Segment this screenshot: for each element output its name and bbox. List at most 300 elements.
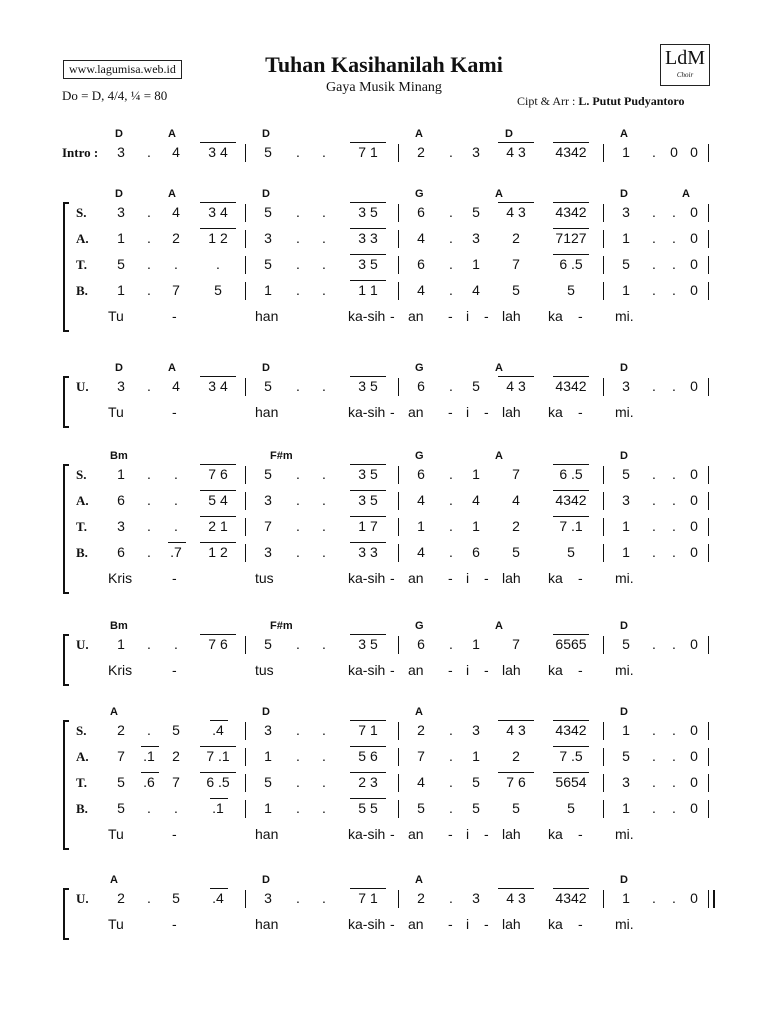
note: 1 <box>622 800 630 816</box>
beam-line <box>350 490 386 491</box>
note: . <box>449 204 453 220</box>
note: 1 <box>622 282 630 298</box>
note: 2 <box>512 518 520 534</box>
note: . <box>174 800 178 816</box>
note: 7 <box>512 636 520 652</box>
barline <box>708 204 709 222</box>
note: . <box>296 890 300 906</box>
chord-symbol: D <box>620 188 628 200</box>
note: 0 <box>690 282 698 298</box>
lyric-syllable: - <box>484 308 489 324</box>
barline <box>245 256 246 274</box>
lyric-syllable: - <box>172 570 177 586</box>
lyric-syllable: ka <box>548 570 563 586</box>
note: . <box>322 204 326 220</box>
note: . <box>296 492 300 508</box>
note: 3 4 <box>208 378 228 394</box>
note: 7 1 <box>358 722 378 738</box>
beam-line <box>350 202 386 203</box>
beam-line <box>350 746 386 747</box>
voice-label: U. <box>76 637 89 652</box>
note: . <box>652 722 656 738</box>
note: 1 2 <box>208 544 228 560</box>
note: . <box>672 722 676 738</box>
voice-label: A. <box>76 749 89 764</box>
barline <box>603 492 604 510</box>
note: . <box>174 466 178 482</box>
chord-symbol: G <box>415 188 424 200</box>
beam-line <box>553 516 589 517</box>
note: . <box>449 230 453 246</box>
barline <box>398 282 399 300</box>
beam-line <box>350 464 386 465</box>
note: 3 <box>117 204 125 220</box>
note: . <box>296 256 300 272</box>
note: 1 <box>264 800 272 816</box>
note: 4342 <box>555 144 587 160</box>
barline <box>708 466 709 484</box>
voice-label: U. <box>76 379 89 394</box>
note: 3 5 <box>358 256 378 272</box>
note: 3 5 <box>358 204 378 220</box>
lyric-syllable: - <box>448 826 453 842</box>
note: 3 <box>622 492 630 508</box>
lyric-syllable: - <box>390 308 395 324</box>
voice-label: U. <box>76 891 89 906</box>
note: .6 <box>143 774 155 790</box>
beam-line <box>553 254 589 255</box>
lyric-syllable: - <box>578 826 583 842</box>
note: . <box>449 800 453 816</box>
final-barline <box>708 890 715 908</box>
beam-line <box>350 142 386 143</box>
barline <box>398 800 399 818</box>
note: 1 <box>117 282 125 298</box>
note: . <box>449 544 453 560</box>
chord-symbol: Bm <box>110 450 128 462</box>
note: . <box>296 378 300 394</box>
note: . <box>672 466 676 482</box>
barline <box>708 144 709 162</box>
note: 0 <box>690 204 698 220</box>
note: . <box>449 144 453 160</box>
note: 3 <box>622 204 630 220</box>
lyric-syllable: - <box>578 308 583 324</box>
note: 1 <box>472 748 480 764</box>
note: . <box>672 890 676 906</box>
note: . <box>322 282 326 298</box>
barline <box>708 774 709 792</box>
note: . <box>322 144 326 160</box>
note: .1 <box>143 748 155 764</box>
note: 5 <box>567 544 575 560</box>
beam-line <box>498 888 534 889</box>
note: 4342 <box>555 492 587 508</box>
note: 4 <box>472 492 480 508</box>
voice-label: B. <box>76 801 88 816</box>
lyric-syllable: lah <box>502 570 521 586</box>
note: . <box>296 204 300 220</box>
lyric-syllable: i <box>466 826 470 842</box>
lyric-syllable: Kris <box>108 662 133 678</box>
lyric-syllable: an <box>408 916 424 932</box>
lyric-syllable: mi. <box>615 916 634 932</box>
chord-symbol: D <box>262 706 270 718</box>
barline <box>603 144 604 162</box>
barline <box>708 748 709 766</box>
note: 7 6 <box>208 466 228 482</box>
lyric-syllable: lah <box>502 308 521 324</box>
barline <box>398 466 399 484</box>
note: 4342 <box>555 722 587 738</box>
note: 5 <box>622 748 630 764</box>
chord-symbol: A <box>620 128 628 140</box>
lyric-syllable: - <box>484 916 489 932</box>
note: . <box>322 890 326 906</box>
note: . <box>652 636 656 652</box>
note: . <box>449 518 453 534</box>
logo-subtext: Choir <box>676 71 694 79</box>
note: . <box>174 636 178 652</box>
lyric-syllable: i <box>466 570 470 586</box>
note: 3 4 <box>208 144 228 160</box>
note: 4342 <box>555 378 587 394</box>
barline <box>245 518 246 536</box>
note: . <box>449 282 453 298</box>
beam-line <box>200 464 236 465</box>
note: 7 <box>117 748 125 764</box>
note: . <box>652 144 656 160</box>
note: 5 <box>264 256 272 272</box>
beam-line <box>553 142 589 143</box>
note: . <box>672 256 676 272</box>
lyric-syllable: Tu <box>108 826 124 842</box>
note: 4 <box>172 378 180 394</box>
beam-line <box>553 888 589 889</box>
lyric-syllable: tus <box>255 662 274 678</box>
note: . <box>652 800 656 816</box>
note: 5 <box>472 378 480 394</box>
note: 3 <box>472 144 480 160</box>
note: 3 <box>264 722 272 738</box>
composer-label: Cipt & Arr : <box>517 94 579 108</box>
note: 5 4 <box>208 492 228 508</box>
note: 3 5 <box>358 466 378 482</box>
note: 1 <box>117 466 125 482</box>
lyric-syllable: Tu <box>108 404 124 420</box>
barline <box>245 282 246 300</box>
chord-symbol: A <box>495 188 503 200</box>
note: . <box>147 492 151 508</box>
chord-symbol: A <box>168 362 176 374</box>
barline <box>245 378 246 396</box>
lyric-syllable: - <box>172 826 177 842</box>
lyric-syllable: ka-sih <box>348 308 386 324</box>
barline <box>398 636 399 654</box>
note: . <box>652 518 656 534</box>
lyric-syllable: Kris <box>108 570 133 586</box>
note: 7 <box>172 282 180 298</box>
note: . <box>672 378 676 394</box>
note: 1 <box>264 748 272 764</box>
chord-symbol: D <box>115 128 123 140</box>
note: 5 <box>117 800 125 816</box>
note: . <box>672 204 676 220</box>
beam-line <box>350 376 386 377</box>
note: . <box>652 378 656 394</box>
note: 4 <box>472 282 480 298</box>
lyric-syllable: - <box>484 662 489 678</box>
lyric-syllable: - <box>484 826 489 842</box>
lyric-syllable: - <box>484 570 489 586</box>
note: 3 <box>472 230 480 246</box>
note: 0 <box>690 144 698 160</box>
lyric-syllable: - <box>172 662 177 678</box>
note: 0 <box>690 230 698 246</box>
beam-line <box>141 772 159 773</box>
chord-symbol: D <box>620 362 628 374</box>
lyric-syllable: mi. <box>615 404 634 420</box>
barline <box>245 144 246 162</box>
note: 5654 <box>555 774 587 790</box>
voice-label: A. <box>76 231 89 246</box>
barline <box>603 544 604 562</box>
composer-credit <box>517 94 684 109</box>
song-title: Tuhan Kasihanilah Kami <box>265 52 503 77</box>
note: 7 1 <box>358 890 378 906</box>
note: 0 <box>690 890 698 906</box>
note: 0 <box>690 544 698 560</box>
chord-symbol: D <box>620 450 628 462</box>
voice-label: T. <box>76 257 87 272</box>
lyric-syllable: ka-sih <box>348 662 386 678</box>
note: 1 <box>264 282 272 298</box>
note: 1 <box>622 230 630 246</box>
voice-label: S. <box>76 205 87 220</box>
beam-line <box>498 202 534 203</box>
beam-line <box>350 516 386 517</box>
barline <box>245 466 246 484</box>
note: 4 <box>417 492 425 508</box>
beam-line <box>141 746 159 747</box>
barline <box>398 774 399 792</box>
barline <box>398 256 399 274</box>
note: 5 <box>214 282 222 298</box>
note: . <box>322 800 326 816</box>
note: 6 <box>117 492 125 508</box>
note: 3 5 <box>358 378 378 394</box>
note: 2 <box>417 722 425 738</box>
song-subtitle: Gaya Musik Minang <box>326 80 442 95</box>
barline <box>245 748 246 766</box>
note: 5 <box>264 466 272 482</box>
note: . <box>296 466 300 482</box>
voice-label: B. <box>76 545 88 560</box>
beam-line <box>200 542 236 543</box>
lyric-syllable: - <box>390 826 395 842</box>
note: . <box>322 774 326 790</box>
lyric-syllable: - <box>578 662 583 678</box>
note: . <box>449 466 453 482</box>
barline <box>245 230 246 248</box>
note: 3 <box>264 492 272 508</box>
voice-label: Intro : <box>62 145 99 160</box>
note: . <box>296 282 300 298</box>
barline <box>708 518 709 536</box>
note: 7 <box>512 256 520 272</box>
voice-label: T. <box>76 775 87 790</box>
beam-line <box>553 376 589 377</box>
note: 6 .5 <box>559 466 583 482</box>
system-brace <box>63 720 69 850</box>
note: . <box>322 518 326 534</box>
note: 0 <box>670 144 678 160</box>
note: . <box>652 890 656 906</box>
note: 5 <box>567 800 575 816</box>
note: 2 <box>117 890 125 906</box>
note: 2 3 <box>358 774 378 790</box>
note: . <box>147 800 151 816</box>
note: 5 <box>117 774 125 790</box>
note: . <box>322 466 326 482</box>
voice-label: S. <box>76 723 87 738</box>
beam-line <box>350 720 386 721</box>
barline <box>398 230 399 248</box>
note: 5 6 <box>358 748 378 764</box>
note: 0 <box>690 256 698 272</box>
barline <box>603 890 604 908</box>
lyric-syllable: an <box>408 570 424 586</box>
note: . <box>296 636 300 652</box>
note: 1 <box>417 518 425 534</box>
note: 4 3 <box>506 890 526 906</box>
lyric-syllable: an <box>408 404 424 420</box>
lyric-syllable: - <box>390 662 395 678</box>
note: 0 <box>690 748 698 764</box>
beam-line <box>553 490 589 491</box>
barline <box>245 492 246 510</box>
note: 0 <box>690 492 698 508</box>
note: . <box>672 544 676 560</box>
barline <box>708 722 709 740</box>
note: . <box>449 722 453 738</box>
note: 4 <box>512 492 520 508</box>
system-brace <box>63 376 69 428</box>
note: 4 3 <box>506 378 526 394</box>
note: 0 <box>690 722 698 738</box>
note: 5 <box>264 636 272 652</box>
note: . <box>652 204 656 220</box>
note: 6 <box>417 256 425 272</box>
barline <box>398 544 399 562</box>
note: 5 <box>622 636 630 652</box>
lyric-syllable: Tu <box>108 916 124 932</box>
barline <box>603 230 604 248</box>
chord-symbol: A <box>415 706 423 718</box>
chord-symbol: F#m <box>270 450 293 462</box>
barline <box>603 204 604 222</box>
note: 5 <box>264 774 272 790</box>
note: 6 <box>417 378 425 394</box>
lyric-syllable: tus <box>255 570 274 586</box>
note: . <box>147 230 151 246</box>
lyric-syllable: i <box>466 308 470 324</box>
beam-line <box>200 746 236 747</box>
note: 2 <box>417 890 425 906</box>
note: 5 <box>264 144 272 160</box>
chord-symbol: A <box>682 188 690 200</box>
chord-symbol: G <box>415 620 424 632</box>
note: . <box>672 492 676 508</box>
chord-symbol: A <box>415 874 423 886</box>
note: 3 <box>264 544 272 560</box>
note: . <box>672 230 676 246</box>
note: . <box>296 144 300 160</box>
barline <box>708 636 709 654</box>
chord-symbol: A <box>495 362 503 374</box>
voice-label: T. <box>76 519 87 534</box>
beam-line <box>350 280 386 281</box>
note: .1 <box>212 800 224 816</box>
beam-line <box>350 888 386 889</box>
chord-symbol: Bm <box>110 620 128 632</box>
note: 1 <box>472 466 480 482</box>
note: 3 5 <box>358 492 378 508</box>
note: 3 <box>472 722 480 738</box>
note: . <box>449 636 453 652</box>
lyric-syllable: mi. <box>615 308 634 324</box>
barline <box>708 230 709 248</box>
barline <box>245 774 246 792</box>
lyric-syllable: - <box>448 308 453 324</box>
note: 2 <box>417 144 425 160</box>
note: 7127 <box>555 230 587 246</box>
lyric-syllable: lah <box>502 662 521 678</box>
lyric-syllable: - <box>484 404 489 420</box>
note: . <box>652 256 656 272</box>
chord-symbol: D <box>505 128 513 140</box>
barline <box>708 256 709 274</box>
note: . <box>322 378 326 394</box>
chord-symbol: G <box>415 450 424 462</box>
chord-symbol: D <box>115 362 123 374</box>
note: 3 <box>622 774 630 790</box>
barline <box>603 378 604 396</box>
note: 1 <box>117 636 125 652</box>
lyric-syllable: an <box>408 826 424 842</box>
note: . <box>147 204 151 220</box>
beam-line <box>498 720 534 721</box>
note: . <box>652 544 656 560</box>
lyric-syllable: - <box>578 916 583 932</box>
beam-line <box>210 720 228 721</box>
chord-symbol: F#m <box>270 620 293 632</box>
note: 3 <box>622 378 630 394</box>
key-signature: Do = D, 4/4, ¼ = 80 <box>62 88 168 103</box>
logo-text: LdM <box>665 47 705 69</box>
note: 7 .5 <box>559 748 583 764</box>
lyric-syllable: lah <box>502 916 521 932</box>
chord-symbol: A <box>415 128 423 140</box>
barline <box>398 890 399 908</box>
barline <box>245 544 246 562</box>
note: 4 3 <box>506 204 526 220</box>
note: 6 .5 <box>559 256 583 272</box>
note: . <box>672 748 676 764</box>
barline <box>708 544 709 562</box>
note: 3 <box>264 890 272 906</box>
lyric-syllable: - <box>390 570 395 586</box>
